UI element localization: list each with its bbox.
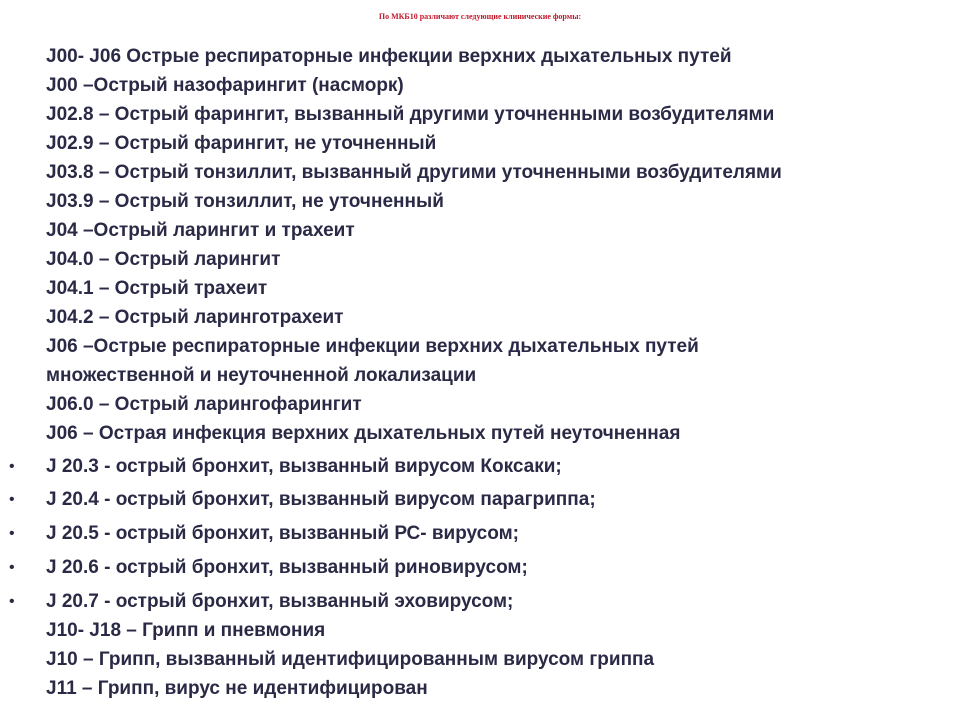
list-line: J03.8 – Острый тонзиллит, вызванный другими уточненными возбудителями xyxy=(46,162,782,183)
bullet-list-item: J 20.7 - острый бронхит, вызванный эховирусом; xyxy=(46,591,514,612)
list-line: J06.0 – Острый ларингофарингит xyxy=(46,394,362,415)
list-line: J00- J06 Острые респираторные инфекции верхних дыхательных путей xyxy=(46,46,732,67)
bullet-icon: • xyxy=(9,559,15,576)
slide-title: По МКБ10 различают следующие клинические формы: xyxy=(378,12,582,21)
list-line: J04.1 – Острый трахеит xyxy=(46,278,268,299)
bullet-icon: • xyxy=(9,593,15,610)
bullet-icon: • xyxy=(9,491,15,508)
bullet-list-item: J 20.5 - острый бронхит, вызванный РС- вирусом; xyxy=(46,523,519,544)
list-line: J11 – Грипп, вирус не идентифицирован xyxy=(46,678,428,699)
bullet-list-item: J 20.6 - острый бронхит, вызванный риновирусом; xyxy=(46,557,528,578)
list-line: J02.8 – Острый фарингит, вызванный другими уточненными возбудителями xyxy=(46,104,775,125)
list-line: J04.2 – Острый ларинготрахеит xyxy=(46,307,344,328)
list-line: J06 – Острая инфекция верхних дыхательных путей неуточненная xyxy=(46,423,681,444)
list-line: множественной и неуточненной локализации xyxy=(46,365,477,386)
bullet-list-item: J 20.3 - острый бронхит, вызванный вирусом Коксаки; xyxy=(46,456,562,477)
list-line: J10- J18 – Грипп и пневмония xyxy=(46,620,326,641)
bullet-icon: • xyxy=(9,525,15,542)
list-line: J04 –Острый ларингит и трахеит xyxy=(46,220,355,241)
list-line: J06 –Острые респираторные инфекции верхних дыхательных путей xyxy=(46,336,699,357)
list-line: J04.0 – Острый ларингит xyxy=(46,249,281,270)
list-line: J02.9 – Острый фарингит, не уточненный xyxy=(46,133,437,154)
bullet-list-item: J 20.4 - острый бронхит, вызванный вирусом парагриппа; xyxy=(46,489,596,510)
list-line: J03.9 – Острый тонзиллит, не уточненный xyxy=(46,191,444,212)
list-line: J00 –Острый назофарингит (насморк) xyxy=(46,75,404,96)
list-line: J10 – Грипп, вызванный идентифицированным вирусом гриппа xyxy=(46,649,655,670)
bullet-icon: • xyxy=(9,458,15,475)
